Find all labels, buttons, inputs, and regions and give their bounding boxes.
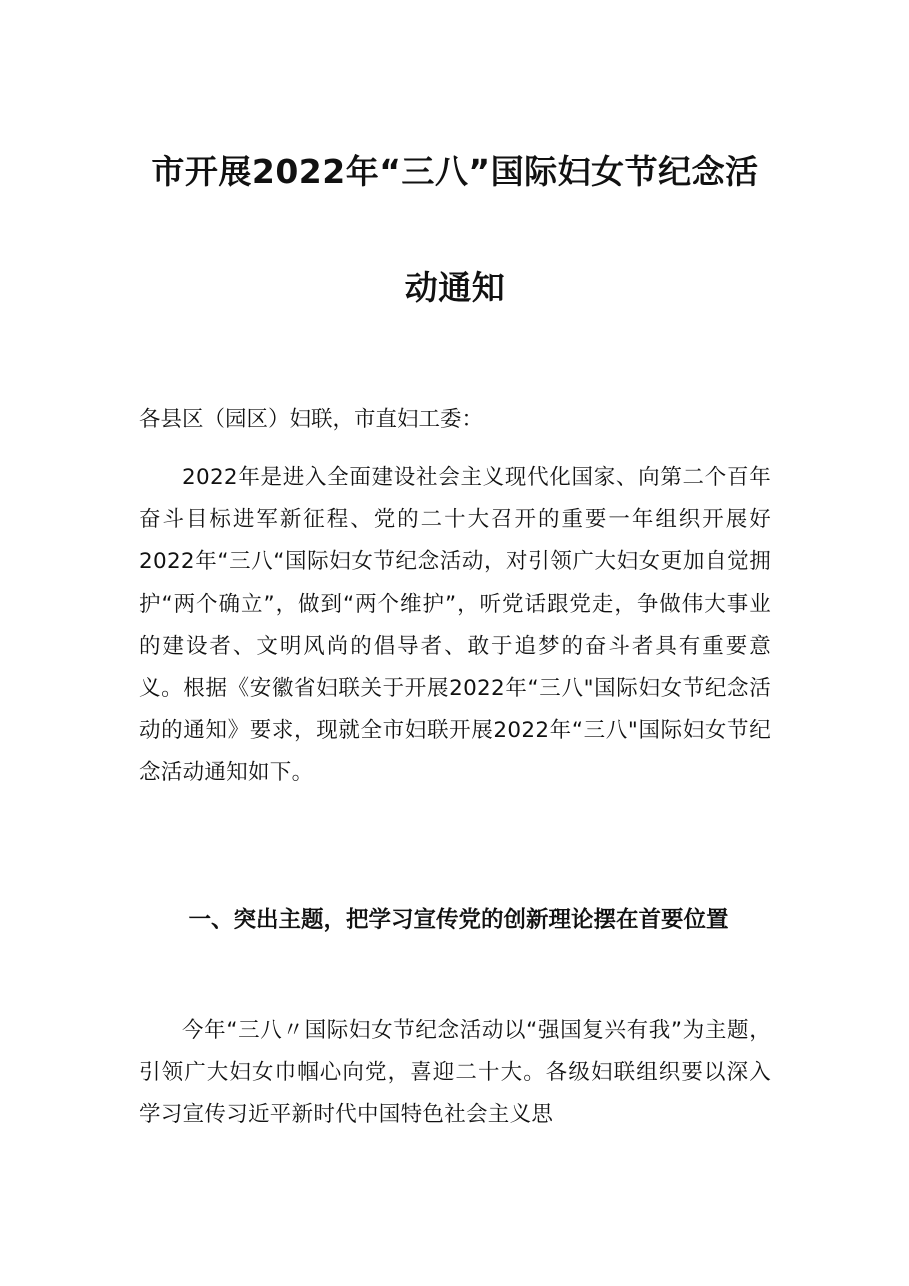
body-paragraph-1: 2022年是进入全面建设社会主义现代化国家、向第二个百年奋斗目标进军新征程、党的二十大召开的重要一年组织开展好2022年“三八“国际妇女节纪念活动，对引领广大妇女更加自觉拥护“两个确立”，做到“两个维护”，听党话跟党走，争做伟大事业的建设者、文明风尚的倡导者、敢于追梦的奋斗者具有重要意义。根据《安徽省妇联关于开展2022年“三八"国际妇女节纪念活动的通知》要求，现就全市妇联开展2022年“三八"国际妇女节纪念活动通知如下。 — [139, 465, 771, 786]
salutation: 各县区（园区）妇联，市直妇工委： — [139, 407, 484, 432]
document-title-line-1: 市开展2022年“三八”国际妇女节纪念活 — [151, 152, 759, 191]
document-title-line-2: 动通知 — [404, 268, 506, 307]
body-paragraph-2: 今年“三八〃国际妇女节纪念活动以“强国复兴有我”为主题，引领广大妇女巾帼心向党，喜迎二十大。各级妇联组织要以深入学习宣传习近平新时代中国特色社会主义思 — [139, 1018, 771, 1128]
section-heading-1: 一、突出主题，把学习宣传党的创新理论摆在首要位置 — [188, 907, 729, 933]
